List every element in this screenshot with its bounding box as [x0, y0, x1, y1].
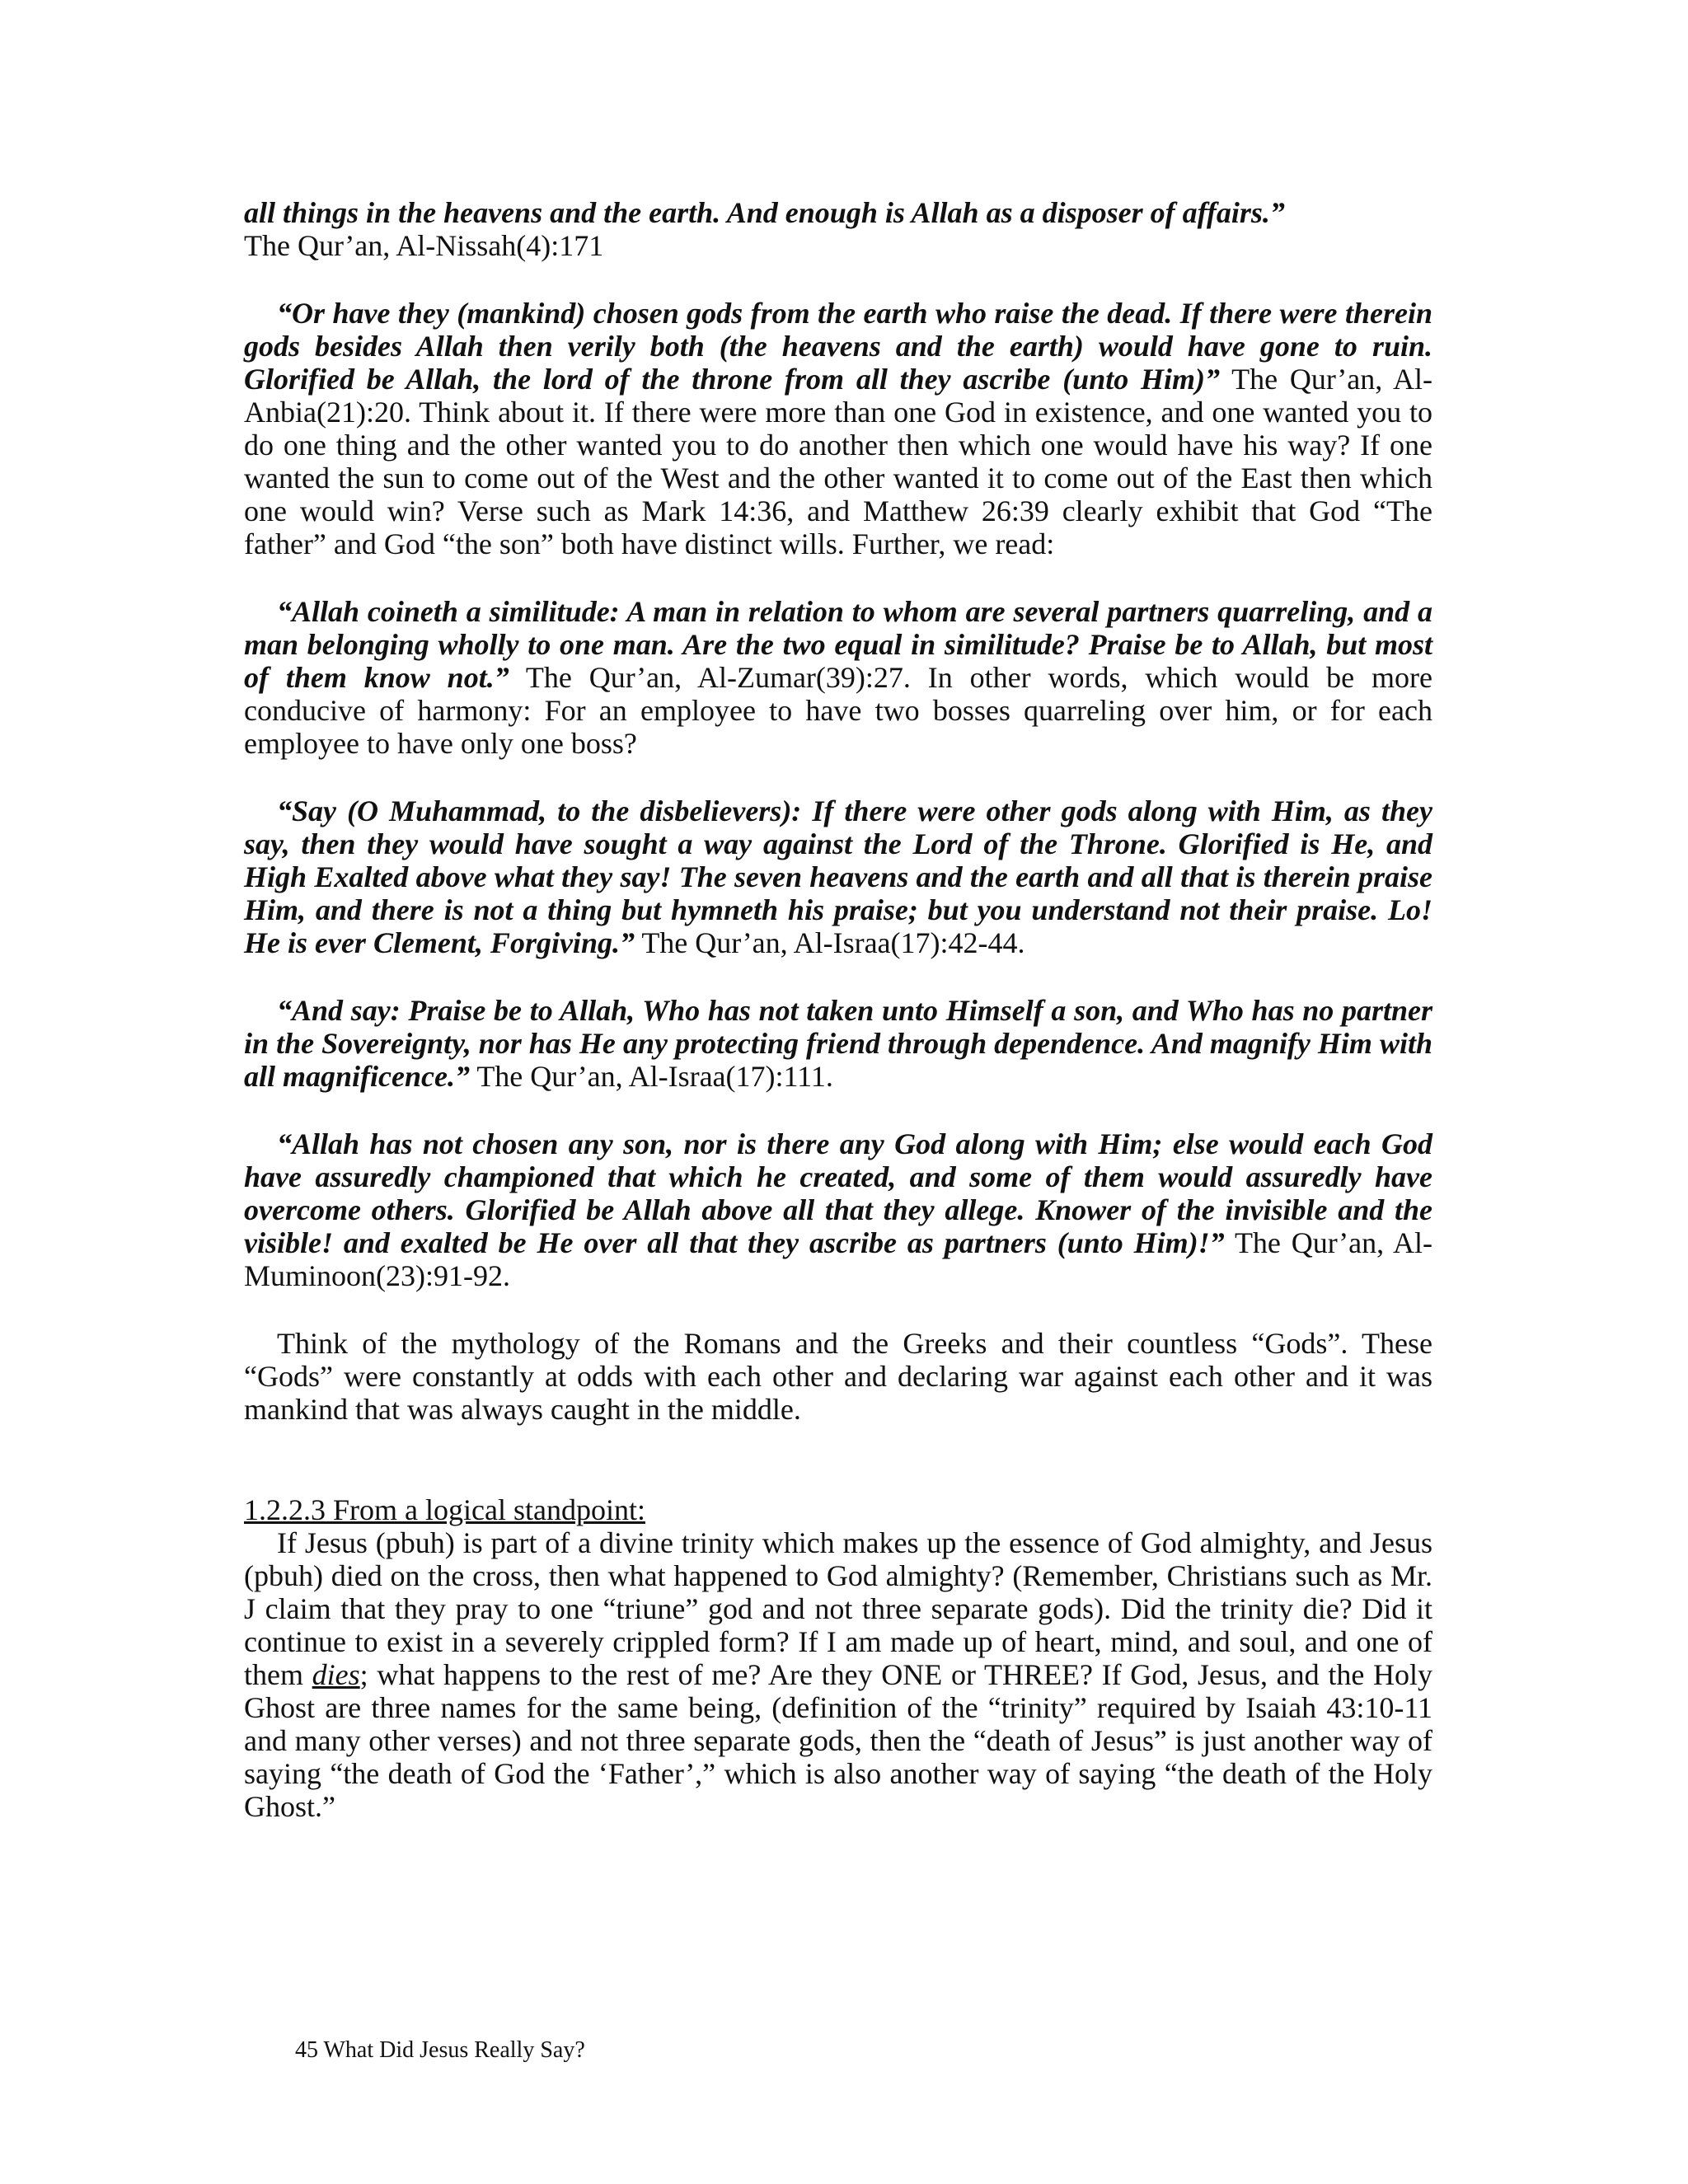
section-heading-text: 1.2.2.3 From a logical standpoint: — [244, 1493, 645, 1526]
paragraph-5 — [244, 994, 1432, 1093]
body-text — [244, 196, 1432, 1823]
section-heading — [244, 1493, 1432, 1526]
quran-quote: all things in the heavens and the earth. And enough is Allah as a disposer of affairs.” — [244, 196, 1285, 229]
paragraph-7 — [244, 1327, 1432, 1426]
quran-quote: “Say (O Muhammad, to the disbelievers): If there were other gods along with Him, as they say, then they would have sought a way against the Lord of the Throne. Glorified is He, and High Exalted above what they say! The seven heavens and the earth and all that is therein praise Him, and there is not a thing but hymneth his praise; but you understand not their praise. Lo! He is ever Clement, Forgiving.” — [244, 794, 1432, 959]
citation: The Qur’an, Al-Nissah(4):171 — [244, 229, 604, 262]
paragraph-2 — [244, 297, 1432, 560]
quran-quote: “And say: Praise be to Allah, Who has not taken unto Himself a son, and Who has no partner in the Sovereignty, nor has He any protecting friend through dependence. And magnify Him with all magnificence.” — [244, 994, 1432, 1093]
paragraph-4 — [244, 794, 1432, 959]
quran-quote: “Allah coineth a similitude: A man in relation to whom are several partners quarreling, and a man belonging wholly to one man. Are the two equal in similitude? Praise be to Allah, but most of them know not.” — [244, 595, 1432, 694]
paragraph-text: The Qur’an, Al-Muminoon(23):91-92. — [244, 1226, 1433, 1292]
paragraph-text: The Qur’an, Al-Anbia(21):20. Think about it. If there were more than one God in existence, and one wanted you to do one thing and the other wanted you to do another then which one would have his way? If one wanted the sun to come out of the West and the other wanted it to come out of the East then which one would win? Verse such as Mark 14:36, and Matthew 26:39 clearly exhibit that God “The father” and God “the son” both have distinct wills. Further, we read: — [244, 363, 1433, 560]
page-footer: 45 What Did Jesus Really Say? — [295, 2037, 585, 2063]
paragraph-text: The Qur’an, Al-Israa(17):42-44. — [634, 926, 1025, 959]
quran-quote: “Or have they (mankind) chosen gods from the earth who raise the dead. If there were therein gods besides Allah then verily both (the heavens and the earth) would have gone to ruin. Glorified be Allah, the lord of the throne from all they ascribe (unto Him)” — [244, 297, 1432, 396]
paragraph-text: ; what happens to the rest of me? Are they ONE or THREE? If God, Jesus, and the Holy Ghost are three names for the same being, (definition of the “trinity” required by Isaiah 43:10-11 and many other verses) and not three separate gods, then the “death of Jesus” is just another way of saying “the death of God the ‘Father’,” which is also another way of saying “the death of the Holy Ghost.” — [244, 1658, 1432, 1823]
paragraph-6 — [244, 1127, 1432, 1292]
quran-quote: “Allah has not chosen any son, nor is there any God along with Him; else would each God have assuredly championed that which he created, and some of them would assuredly have overcome others. Glorified be Allah above all that they allege. Knower of the invisible and the visible! and exalted be He over all that they ascribe as partners (unto Him)!” — [244, 1127, 1432, 1259]
paragraph-text: The Qur’an, Al-Israa(17):111. — [469, 1060, 833, 1093]
paragraph-text: If Jesus (pbuh) is part of a divine trinity which makes up the essence of God almighty, and Jesus (pbuh) died on the cross, then what happened to God almighty? (Remember, Christians such as Mr. J claim that they pray to one “triune” god and not three separate gods). Did the trinity die? Did it continue to exist in a severely crippled form? If I am made up of heart, mind, and soul, and one of them — [244, 1526, 1432, 1691]
emphasis-word: dies — [312, 1658, 360, 1691]
paragraph-3 — [244, 595, 1432, 760]
paragraph-text: The Qur’an, Al-Zumar(39):27. In other words, which would be more conducive of harmony: For an employee to have two bosses quarreling over him, or for each employee to have only one boss? — [244, 661, 1432, 760]
paragraph-text: Think of the mythology of the Romans and the Greeks and their countless “Gods”. These “Gods” were constantly at odds with each other and declaring war against each other and it was mankind that was always caught in the middle. — [244, 1327, 1432, 1426]
paragraph-1 — [244, 196, 1432, 262]
section-paragraph — [244, 1526, 1432, 1823]
